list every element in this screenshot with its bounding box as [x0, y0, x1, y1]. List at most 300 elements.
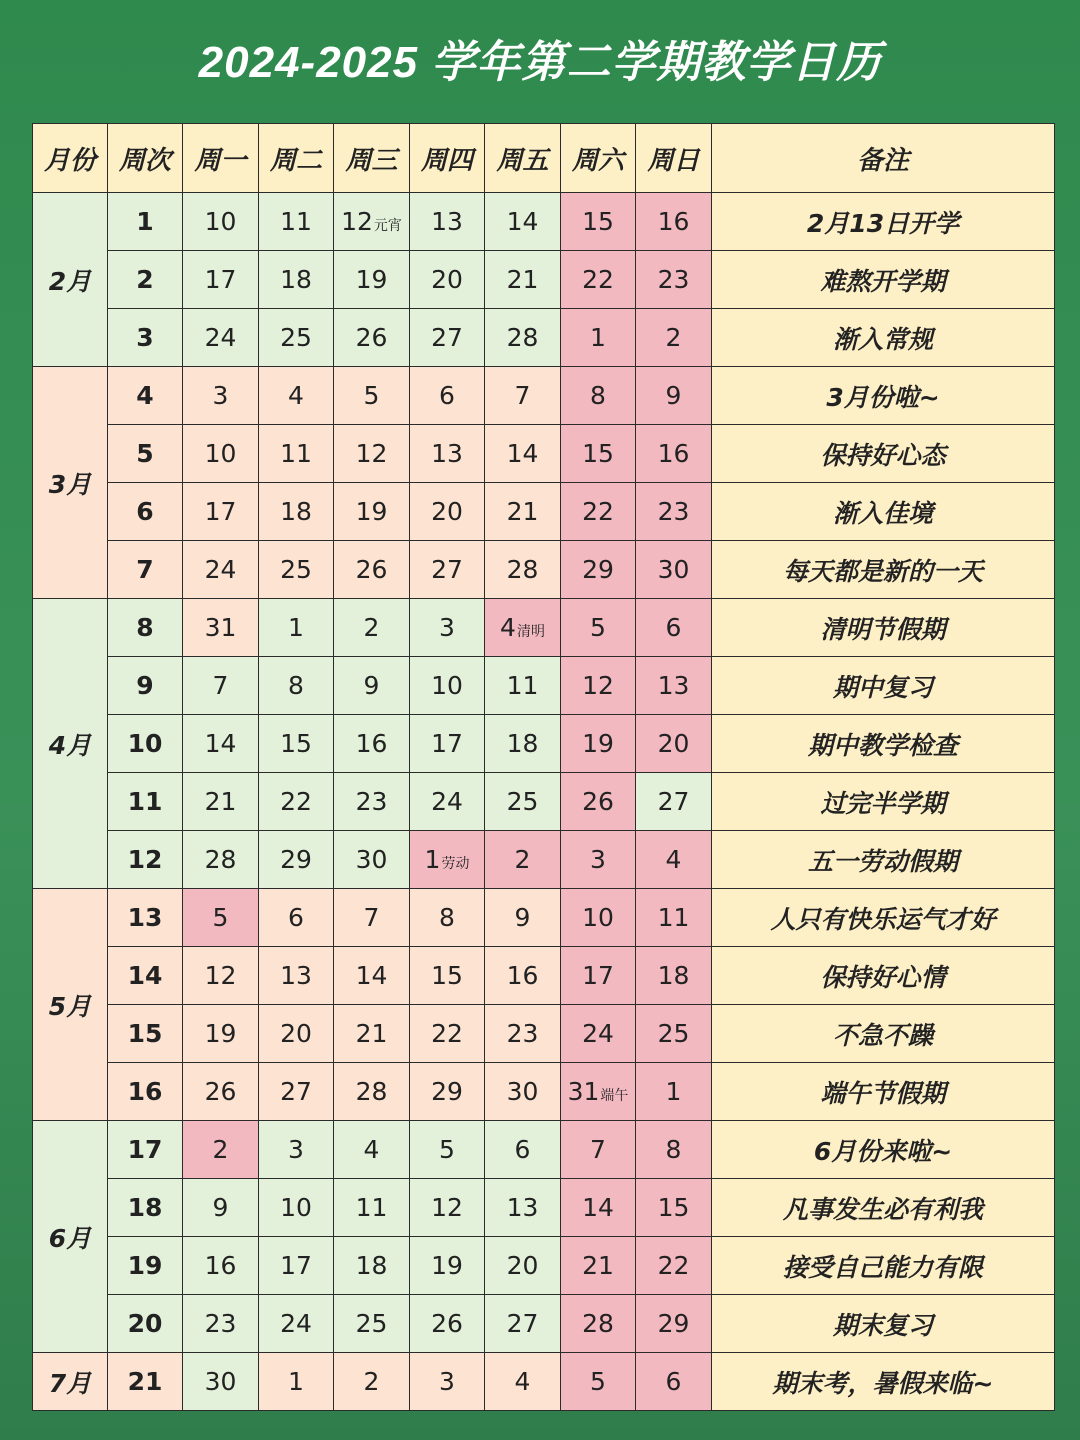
day-number: 13 [657, 671, 690, 700]
day-number: 12 [582, 671, 614, 700]
holiday-label: 端午 [600, 1088, 629, 1104]
day-cell-monday [183, 1121, 259, 1179]
day-number: 16 [506, 961, 539, 990]
day-cell-saturday [561, 657, 636, 715]
note-cell: 期中复习 [712, 657, 1055, 715]
day-number: 9 [665, 381, 682, 410]
day-number: 4 [363, 1135, 380, 1164]
day-cell-friday [485, 425, 561, 483]
day-number: 2 [665, 323, 682, 352]
day-cell-sunday [636, 889, 712, 947]
day-number: 9 [212, 1193, 229, 1222]
day-cell-saturday [561, 1353, 636, 1411]
day-cell-saturday [561, 599, 636, 657]
day-number: 8 [439, 903, 455, 932]
week-number: 13 [108, 889, 183, 947]
day-cell-saturday [561, 1295, 636, 1353]
week-number: 4 [108, 367, 183, 425]
week-number: 3 [108, 309, 183, 367]
day-cell-wednesday [334, 251, 410, 309]
day-cell-wednesday [334, 1295, 410, 1353]
day-number: 30 [506, 1077, 539, 1106]
day-number: 23 [204, 1309, 237, 1338]
week-number: 8 [108, 599, 183, 657]
day-cell-wednesday [334, 483, 410, 541]
day-number: 19 [355, 265, 388, 294]
day-number: 17 [582, 961, 614, 990]
day-number: 25 [280, 323, 312, 352]
day-cell-tuesday [259, 715, 334, 773]
day-cell-friday [485, 367, 561, 425]
day-number: 24 [431, 787, 463, 816]
day-cell-saturday [561, 773, 636, 831]
note-cell: 期末复习 [712, 1295, 1055, 1353]
day-cell-thursday [410, 425, 485, 483]
day-cell-saturday [561, 889, 636, 947]
table-row [33, 599, 1055, 657]
day-cell-tuesday [259, 831, 334, 889]
day-number: 19 [355, 497, 388, 526]
day-number: 12 [204, 961, 237, 990]
day-number: 3 [288, 1135, 304, 1164]
day-number: 29 [582, 555, 614, 584]
table-row [33, 1179, 1055, 1237]
day-cell-tuesday [259, 1237, 334, 1295]
day-number: 18 [355, 1251, 388, 1280]
day-cell-monday [183, 1295, 259, 1353]
day-number: 24 [204, 323, 237, 352]
day-cell-monday [183, 1063, 259, 1121]
day-number: 3 [439, 613, 455, 642]
day-cell-monday [183, 193, 259, 251]
note-cell: 人只有快乐运气才好 [712, 889, 1055, 947]
header-saturday: 周六 [561, 124, 636, 193]
day-number: 25 [506, 787, 539, 816]
day-number: 16 [657, 439, 690, 468]
day-cell-friday [485, 193, 561, 251]
day-number: 16 [204, 1251, 237, 1280]
day-number: 12 [341, 207, 373, 236]
day-number: 13 [431, 439, 463, 468]
day-number: 2 [212, 1135, 229, 1164]
day-cell-thursday [410, 1237, 485, 1295]
week-number: 10 [108, 715, 183, 773]
day-number: 5 [439, 1135, 455, 1164]
note-cell: 保持好心态 [712, 425, 1055, 483]
week-number: 7 [108, 541, 183, 599]
day-cell-monday [183, 1237, 259, 1295]
day-number: 27 [657, 787, 690, 816]
header-notes: 备注 [712, 124, 1055, 193]
note-cell: 期中教学检查 [712, 715, 1055, 773]
day-cell-saturday [561, 251, 636, 309]
day-number: 2 [363, 613, 380, 642]
day-cell-friday [485, 1121, 561, 1179]
day-number: 23 [657, 265, 690, 294]
table-row [33, 889, 1055, 947]
table-row [33, 251, 1055, 309]
header-week: 周次 [108, 124, 183, 193]
day-cell-saturday [561, 1237, 636, 1295]
day-cell-sunday [636, 1353, 712, 1411]
day-cell-tuesday [259, 889, 334, 947]
day-number: 16 [355, 729, 388, 758]
day-cell-thursday [410, 773, 485, 831]
day-cell-friday [485, 1063, 561, 1121]
day-number: 6 [288, 903, 304, 932]
day-number: 17 [280, 1251, 312, 1280]
day-number: 3 [212, 381, 229, 410]
day-number: 29 [431, 1077, 463, 1106]
day-cell-tuesday [259, 251, 334, 309]
day-cell-monday [183, 889, 259, 947]
day-cell-saturday [561, 1121, 636, 1179]
day-number: 14 [582, 1193, 614, 1222]
table-row [33, 1353, 1055, 1411]
note-cell: 端午节假期 [712, 1063, 1055, 1121]
day-number: 27 [431, 323, 463, 352]
day-cell-wednesday [334, 599, 410, 657]
header-tuesday: 周二 [259, 124, 334, 193]
day-number: 14 [506, 207, 539, 236]
day-cell-monday [183, 1005, 259, 1063]
table-row [33, 1121, 1055, 1179]
table-row [33, 425, 1055, 483]
day-cell-friday [485, 947, 561, 1005]
day-cell-thursday [410, 1063, 485, 1121]
day-number: 22 [431, 1019, 463, 1048]
day-number: 26 [355, 555, 388, 584]
day-cell-sunday [636, 367, 712, 425]
day-cell-thursday [410, 193, 485, 251]
note-cell: 难熬开学期 [712, 251, 1055, 309]
day-number: 1 [288, 1367, 304, 1396]
day-number: 15 [582, 439, 614, 468]
day-number: 18 [657, 961, 690, 990]
day-cell-tuesday [259, 773, 334, 831]
day-cell-thursday [410, 715, 485, 773]
day-number: 15 [657, 1193, 690, 1222]
week-number: 14 [108, 947, 183, 1005]
week-number: 20 [108, 1295, 183, 1353]
day-cell-monday [183, 483, 259, 541]
day-number: 19 [582, 729, 614, 758]
day-cell-sunday [636, 1237, 712, 1295]
day-cell-friday [485, 309, 561, 367]
day-number: 10 [431, 671, 463, 700]
month-cell: 2月 [33, 193, 108, 367]
day-cell-tuesday [259, 947, 334, 1005]
note-cell: 保持好心情 [712, 947, 1055, 1005]
day-cell-sunday [636, 599, 712, 657]
day-cell-tuesday [259, 541, 334, 599]
day-number: 11 [657, 903, 690, 932]
table-row [33, 831, 1055, 889]
note-cell: 不急不躁 [712, 1005, 1055, 1063]
day-cell-tuesday [259, 599, 334, 657]
day-cell-friday [485, 251, 561, 309]
day-cell-tuesday [259, 367, 334, 425]
day-cell-thursday [410, 1121, 485, 1179]
week-number: 11 [108, 773, 183, 831]
day-number: 4 [514, 1367, 531, 1396]
day-cell-thursday [410, 1005, 485, 1063]
day-cell-thursday [410, 367, 485, 425]
day-number: 15 [431, 961, 463, 990]
day-cell-sunday [636, 1179, 712, 1237]
day-number: 21 [204, 787, 237, 816]
day-number: 12 [431, 1193, 463, 1222]
day-number: 20 [506, 1251, 539, 1280]
page-title: 2024-2025 学年第二学期教学日历 [198, 38, 882, 87]
day-number: 9 [363, 671, 380, 700]
day-number: 5 [590, 613, 606, 642]
day-cell-monday [183, 541, 259, 599]
day-number: 3 [439, 1367, 455, 1396]
note-cell: 渐入常规 [712, 309, 1055, 367]
table-row [33, 773, 1055, 831]
day-number: 13 [280, 961, 312, 990]
day-cell-friday [485, 773, 561, 831]
day-number: 26 [355, 323, 388, 352]
day-number: 18 [280, 497, 312, 526]
day-cell-monday [183, 773, 259, 831]
week-number: 21 [108, 1353, 183, 1411]
week-number: 6 [108, 483, 183, 541]
day-cell-friday [485, 889, 561, 947]
day-cell-tuesday [259, 1121, 334, 1179]
day-cell-sunday [636, 831, 712, 889]
day-number: 22 [657, 1251, 690, 1280]
table-row [33, 1295, 1055, 1353]
header-friday: 周五 [485, 124, 561, 193]
note-cell: 2月13日开学 [712, 193, 1055, 251]
holiday-label: 劳动 [441, 856, 470, 872]
day-cell-saturday [561, 425, 636, 483]
table-row [33, 947, 1055, 1005]
day-number: 6 [665, 1367, 682, 1396]
table-row [33, 1063, 1055, 1121]
day-number: 23 [355, 787, 388, 816]
day-number: 5 [212, 903, 229, 932]
day-number: 13 [431, 207, 463, 236]
day-number: 14 [355, 961, 388, 990]
day-cell-thursday [410, 483, 485, 541]
day-cell-wednesday [334, 947, 410, 1005]
day-number: 28 [506, 555, 539, 584]
day-cell-wednesday [334, 773, 410, 831]
day-cell-saturday [561, 1005, 636, 1063]
day-cell-wednesday [334, 715, 410, 773]
note-cell: 每天都是新的一天 [712, 541, 1055, 599]
day-cell-tuesday [259, 1005, 334, 1063]
day-cell-thursday [410, 599, 485, 657]
day-number: 11 [355, 1193, 388, 1222]
table-row [33, 715, 1055, 773]
day-number: 31 [567, 1077, 600, 1106]
day-cell-monday [183, 425, 259, 483]
day-number: 21 [506, 497, 539, 526]
table-row [33, 367, 1055, 425]
day-number: 25 [280, 555, 312, 584]
day-cell-thursday [410, 889, 485, 947]
week-number: 17 [108, 1121, 183, 1179]
day-cell-thursday [410, 657, 485, 715]
header-thursday: 周四 [410, 124, 485, 193]
day-cell-friday [485, 541, 561, 599]
note-cell: 3月份啦~ [712, 367, 1055, 425]
day-cell-saturday [561, 715, 636, 773]
day-cell-sunday [636, 541, 712, 599]
day-number: 1 [665, 1077, 682, 1106]
day-number: 21 [582, 1251, 614, 1280]
day-number: 26 [582, 787, 614, 816]
day-cell-friday [485, 1237, 561, 1295]
day-number: 8 [288, 671, 304, 700]
day-number: 28 [506, 323, 539, 352]
header-wednesday: 周三 [334, 124, 410, 193]
day-number: 6 [439, 381, 455, 410]
day-number: 15 [280, 729, 312, 758]
month-cell: 7月 [33, 1353, 108, 1411]
day-number: 28 [355, 1077, 388, 1106]
day-cell-saturday [561, 309, 636, 367]
day-number: 27 [506, 1309, 539, 1338]
day-number: 27 [431, 555, 463, 584]
day-cell-monday [183, 251, 259, 309]
day-cell-wednesday [334, 367, 410, 425]
week-number: 2 [108, 251, 183, 309]
day-cell-wednesday [334, 657, 410, 715]
month-cell: 6月 [33, 1121, 108, 1353]
note-cell: 期末考，暑假来临~ [712, 1353, 1055, 1411]
day-cell-thursday [410, 1353, 485, 1411]
day-cell-tuesday [259, 1353, 334, 1411]
day-cell-wednesday [334, 1063, 410, 1121]
day-number: 16 [657, 207, 690, 236]
day-number: 10 [280, 1193, 312, 1222]
calendar-body [33, 193, 1055, 1411]
table-row [33, 541, 1055, 599]
day-cell-wednesday [334, 1179, 410, 1237]
day-cell-tuesday [259, 193, 334, 251]
day-cell-sunday [636, 425, 712, 483]
day-cell-sunday [636, 947, 712, 1005]
day-number: 11 [280, 439, 312, 468]
day-cell-friday [485, 1005, 561, 1063]
day-cell-monday [183, 309, 259, 367]
day-number: 30 [204, 1367, 237, 1396]
day-cell-sunday [636, 1005, 712, 1063]
day-number: 10 [204, 439, 237, 468]
day-number: 26 [431, 1309, 463, 1338]
day-number: 27 [280, 1077, 312, 1106]
day-number: 4 [665, 845, 682, 874]
day-cell-tuesday [259, 1295, 334, 1353]
day-cell-friday [485, 1353, 561, 1411]
header-row [33, 124, 1055, 193]
day-cell-tuesday [259, 1063, 334, 1121]
day-number: 23 [657, 497, 690, 526]
day-number: 23 [506, 1019, 539, 1048]
day-cell-wednesday [334, 831, 410, 889]
day-number: 22 [582, 265, 614, 294]
day-cell-wednesday [334, 889, 410, 947]
day-number: 30 [355, 845, 388, 874]
day-cell-friday [485, 1295, 561, 1353]
day-number: 24 [204, 555, 237, 584]
day-cell-wednesday [334, 1353, 410, 1411]
week-number: 18 [108, 1179, 183, 1237]
day-number: 5 [590, 1367, 606, 1396]
day-number: 28 [582, 1309, 614, 1338]
day-number: 19 [204, 1019, 237, 1048]
day-cell-wednesday [334, 541, 410, 599]
note-cell: 接受自己能力有限 [712, 1237, 1055, 1295]
day-number: 21 [355, 1019, 388, 1048]
day-cell-wednesday [334, 309, 410, 367]
day-number: 7 [514, 381, 531, 410]
calendar-table [32, 123, 1055, 1411]
table-row [33, 309, 1055, 367]
day-cell-wednesday [334, 1237, 410, 1295]
day-number: 1 [424, 845, 441, 874]
day-number: 10 [582, 903, 614, 932]
day-cell-sunday [636, 193, 712, 251]
holiday-label: 清明 [516, 624, 545, 640]
day-number: 8 [590, 381, 606, 410]
day-cell-friday [485, 1179, 561, 1237]
day-cell-thursday [410, 947, 485, 1005]
day-cell-wednesday [334, 1005, 410, 1063]
day-number: 20 [431, 265, 463, 294]
day-cell-monday [183, 599, 259, 657]
table-row [33, 1005, 1055, 1063]
day-cell-thursday [410, 309, 485, 367]
day-number: 24 [582, 1019, 614, 1048]
day-cell-wednesday [334, 193, 410, 251]
day-cell-friday [485, 831, 561, 889]
day-number: 14 [204, 729, 237, 758]
day-cell-monday [183, 1179, 259, 1237]
day-cell-saturday [561, 367, 636, 425]
day-number: 10 [204, 207, 237, 236]
day-cell-sunday [636, 1121, 712, 1179]
day-cell-friday [485, 599, 561, 657]
day-cell-thursday [410, 541, 485, 599]
day-cell-sunday [636, 483, 712, 541]
day-cell-thursday [410, 1295, 485, 1353]
day-cell-monday [183, 657, 259, 715]
day-number: 11 [506, 671, 539, 700]
week-number: 15 [108, 1005, 183, 1063]
day-cell-tuesday [259, 1179, 334, 1237]
holiday-label: 元宵 [373, 218, 402, 234]
day-number: 22 [280, 787, 312, 816]
day-number: 9 [514, 903, 531, 932]
day-cell-saturday [561, 1179, 636, 1237]
day-cell-saturday [561, 483, 636, 541]
day-number: 17 [204, 497, 237, 526]
day-cell-tuesday [259, 483, 334, 541]
month-cell: 4月 [33, 599, 108, 889]
day-number: 1 [288, 613, 304, 642]
day-number: 22 [582, 497, 614, 526]
day-cell-saturday [561, 1063, 636, 1121]
day-number: 8 [665, 1135, 682, 1164]
day-cell-monday [183, 1353, 259, 1411]
day-cell-sunday [636, 715, 712, 773]
